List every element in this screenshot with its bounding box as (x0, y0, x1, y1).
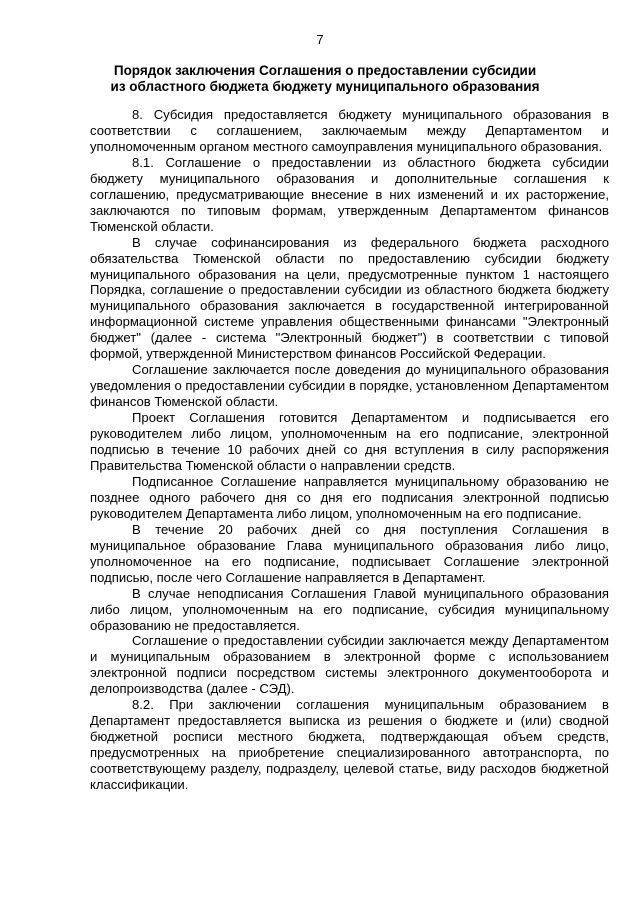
section-title (90, 63, 560, 95)
paragraph-draft-preparation: Проект Соглашения готовится Департаментом и подписывается его руководителем либо лицом, уполномоченным на его подписание, электронной подписью в течение 10 рабочих дней со дня вступления в силу распоряжения Правительства Тюменской области о направлении средств. (90, 410, 609, 473)
paragraph-8-2: 8.2. При заключении соглашения муниципальным образованием в Департамент предоставляется выписка из решения о бюджете и (или) сводной бюджетной росписи местного бюджета, подтверждающая объем средств, предусмотренных на приобретение специализированного автотранспорта, по соответствующему разделу, подразделу, целевой статье, виду расходов бюджетной классификации. (90, 697, 609, 793)
paragraph-8: 8. Субсидия предоставляется бюджету муниципального образования в соответствии с соглашением, заключаемым между Департаментом и уполномоченным органом местного самоуправления муниципального образования. (90, 107, 609, 154)
paragraph-signing-period: В течение 20 рабочих дней со дня поступления Соглашения в муниципальное образование Глава муниципального образования либо лицо, уполномоченное на его подписание, подписывает Соглашение электронной подписью, после чего Соглашение направляется в Департамент. (90, 521, 609, 585)
page-number: 7 (316, 32, 324, 47)
paragraph-electronic-form: Соглашение о предоставлении субсидии заключается между Департаментом и муниципальным образованием в электронной форме с использованием электронной подписи посредством системы электронного документооборота и делопроизводства (далее - СЭД). (90, 633, 609, 697)
document-body (90, 107, 609, 793)
paragraph-8-1: 8.1. Соглашение о предоставлении из областного бюджета субсидии бюджету муниципального образования и дополнительные соглашения к соглашению, предусматривающие внесение в них изменений и их расторжение, заключаются по типовым формам, утвержденным Департаментом финансов Тюменской области. (90, 154, 609, 234)
paragraph-non-signing: В случае неподписания Соглашения Главой муниципального образования либо лицом, уполномоченным на его подписание, субсидия муниципальному образованию не предоставляется. (90, 585, 609, 633)
paragraph-agreement-timing: Соглашение заключается после доведения до муниципального образования уведомления о предоставлении субсидии в порядке, установленном Департаментом финансов Тюменской области. (90, 362, 609, 410)
paragraph-signed-sending: Подписанное Соглашение направляется муниципальному образованию не позднее одного рабочего дня со дня его подписания электронной подписью руководителем Департамента либо лицом, уполномоченным на его подписание. (90, 473, 609, 521)
section-title-line-2: из областного бюджета бюджету муниципального образования (110, 79, 540, 94)
paragraph-cofinancing: В случае софинансирования из федерального бюджета расходного обязательства Тюменской области по предоставлению субсидии бюджету муниципального образования на цели, предусмотренные пунктом 1 настоящего Порядка, соглашение о предоставлении субсидии из областного бюджета бюджету муниципального образования заключается в государственной интегрированной информационной системе управления общественными финансами "Электронный бюджет" (далее - система "Электронный бюджет") в соответствии с типовой формой, утвержденной Министерством финансов Российской Федерации. (90, 234, 609, 362)
section-title-line-1: Порядок заключения Соглашения о предоставлении субсидии (113, 63, 537, 78)
